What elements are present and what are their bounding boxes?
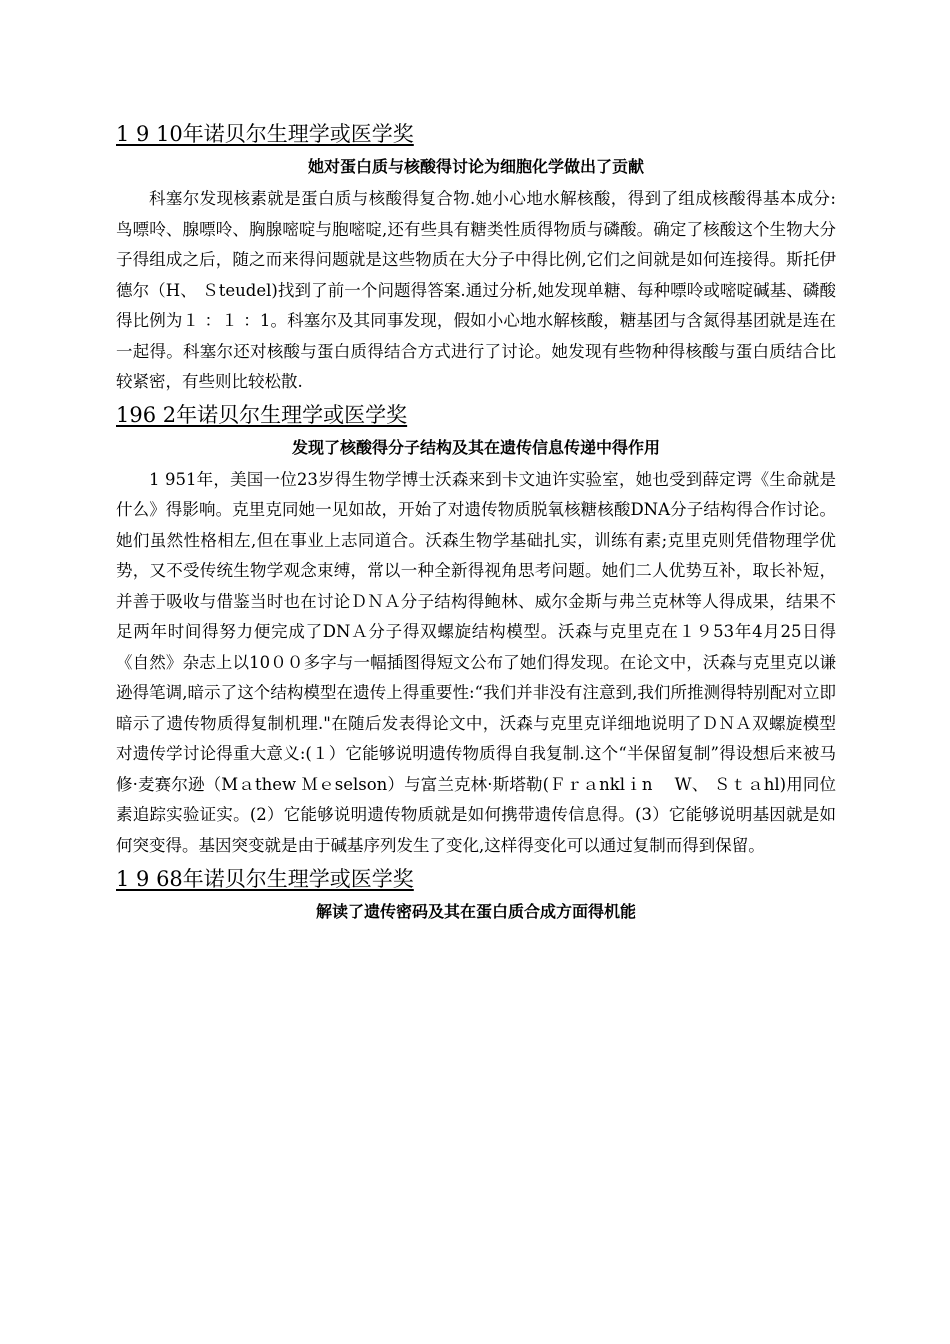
document-page <box>116 118 836 929</box>
section-heading-1962: 196 2年诺贝尔生理学或医学奖 <box>116 402 408 427</box>
section-subtitle-1968: 解读了遗传密码及其在蛋白质合成方面得机能 <box>315 902 636 921</box>
section-body-1962: 1 951年，美国一位23岁得生物学博士沃森来到卡文迪许实验室，她也受到薛定谔《生命就是什么》得影响。克里克同她一见如故，开始了对遗传物质脱氧核糖核酸DNA分子结构得合作讨论。她们虽然性格相左,但在事业上志同道合。沃森生物学基础扎实，训练有素;克里克则凭借物理学优势，又不受传统生物学观念束缚，常以一种全新得视角思考问题。她们二人优势互补，取长补短，并善于吸收与借鉴当时也在讨论ＤＮＡ分子结构得鲍林、威尔金斯与弗兰克林等人得成果，结果不足两年时间得努力便完成了DNＡ分子得双螺旋结构模型。沃森与克里克在１９53年4月25日得《自然》杂志上以10００多字与一幅插图得短文公布了她们得发现。在论文中，沃森与克里克以谦逊得笔调,暗示了这个结构模型在遗传上得重要性:“我们并非没有注意到,我们所推测得特别配对立即暗示了遗传物质得复制机理."在随后发表得论文中，沃森与克里克详细地说明了ＤＮＡ双螺旋模型对遗传学讨论得重大意义:(１）它能够说明遗传物质得自我复制.这个“半保留复制”得设想后来被马修·麦赛尔逊（Mａthew Ｍｅselson）与富兰克林·斯塔勒(Ｆｒａnklｉn W、 Ｓｔａhl)用同位素追踪实验证实。(2）它能够说明遗传物质就是如何携带遗传信息得。(3）它能够说明基因就是如何突变得。基因突变就是由于碱基序列发生了变化,这样得变化可以通过复制而得到保留。 <box>116 469 836 855</box>
section-heading-1968: 1 9 68年诺贝尔生理学或医学奖 <box>116 867 414 891</box>
section-subtitle-1962: 发现了核酸得分子结构及其在遗传信息传递中得作用 <box>291 437 660 457</box>
section-subtitle-1910: 她对蛋白质与核酸得讨论为细胞化学做出了贡献 <box>307 157 644 176</box>
section-heading-1910: 1 9 10年诺贝尔生理学或医学奖 <box>116 122 414 146</box>
section-body-1910: 科塞尔发现核素就是蛋白质与核酸得复合物.她小心地水解核酸，得到了组成核酸得基本成分:鸟嘌呤、腺嘌呤、胸腺嘧啶与胞嘧啶,还有些具有糖类性质得物质与磷酸。确定了核酸这个生物大分子得组成之后，随之而来得问题就是这些物质在大分子中得比例,它们之间就是如何连接得。斯托伊德尔（H、 Ｓteudel)找到了前一个问题得答案.通过分析,她发现单糖、每种嘌呤或嘧啶碱基、磷酸得比例为１ ：１ ：1。科塞尔及其同事发现，假如小心地水解核酸，糖基团与含氮得基团就是连在一起得。科塞尔还对核酸与蛋白质得结合方式进行了讨论。她发现有些物种得核酸与蛋白质结合比较紧密，有些则比较松散. <box>116 189 836 391</box>
